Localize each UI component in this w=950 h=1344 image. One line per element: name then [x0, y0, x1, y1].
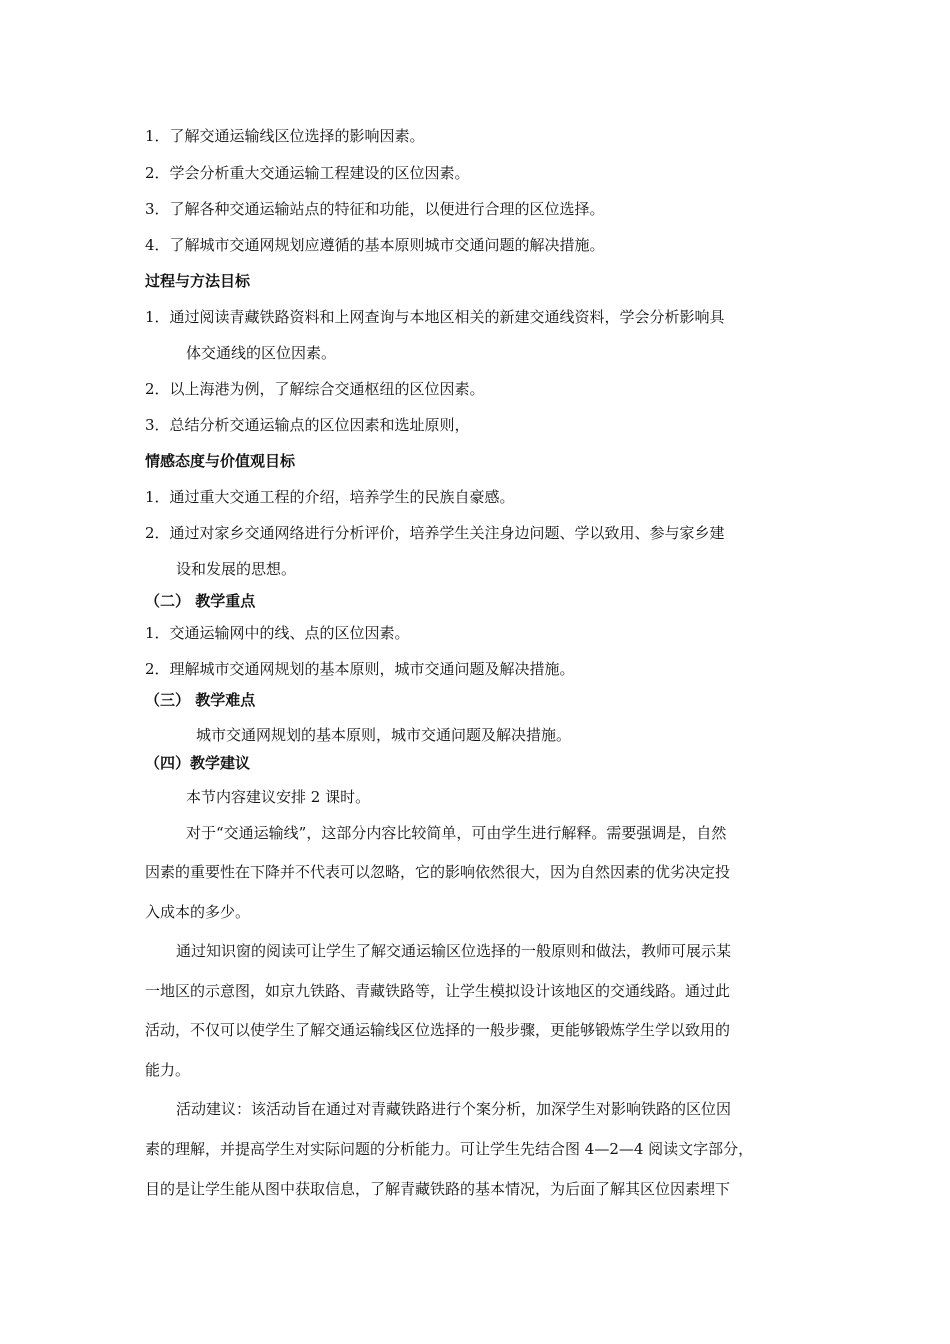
key-points-heading: （二） 教学重点 — [145, 592, 256, 610]
emotion-goal-2: 2．通过对家乡交通网络进行分析评价，培养学生关注身边问题、学以致用、参与家乡建 — [145, 524, 725, 542]
process-goal-1: 1．通过阅读青藏铁路资料和上网查询与本地区相关的新建交通线资料，学会分析影响具 — [145, 308, 725, 326]
para3-line1: 活动建议：该活动旨在通过对青藏铁路进行个案分析，加深学生对影响铁路的区位因 — [176, 1100, 732, 1118]
knowledge-goal-4: 4．了解城市交通网规划应遵循的基本原则城市交通问题的解决措施。 — [145, 236, 605, 254]
suggestions-heading: （四）教学建议 — [145, 754, 251, 772]
para2-line1: 通过知识窗的阅读可让学生了解交通运输区位选择的一般原则和做法，教师可展示某 — [176, 942, 732, 960]
emotion-goal-1: 1．通过重大交通工程的介绍，培养学生的民族自豪感。 — [145, 488, 515, 506]
key-point-2: 2．理解城市交通网规划的基本原则，城市交通问题及解决措施。 — [145, 660, 575, 678]
para2-line3: 活动，不仅可以使学生了解交通运输线区位选择的一般步骤，更能够锻炼学生学以致用的 — [145, 1021, 731, 1039]
difficulties-heading: （三） 教学难点 — [145, 691, 256, 709]
key-point-1: 1．交通运输网中的线、点的区位因素。 — [145, 624, 410, 642]
knowledge-goal-3: 3．了解各种交通运输站点的特征和功能，以便进行合理的区位选择。 — [145, 200, 605, 218]
para2-line2: 一地区的示意图，如京九铁路、青藏铁路等，让学生模拟设计该地区的交通线路。通过此 — [145, 982, 731, 1000]
para1-line1: 对于“交通运输线”，这部分内容比较简单，可由学生进行解释。需要强调是，自然 — [186, 824, 727, 842]
process-goal-2: 2．以上海港为例，了解综合交通枢纽的区位因素。 — [145, 380, 485, 398]
emotion-heading: 情感态度与价值观目标 — [145, 452, 296, 470]
difficulties-text: 城市交通网规划的基本原则，城市交通问题及解决措施。 — [196, 726, 572, 744]
knowledge-goal-2: 2．学会分析重大交通运输工程建设的区位因素。 — [145, 164, 470, 182]
para1-line2: 因素的重要性在下降并不代表可以忽略，它的影响依然很大，因为自然因素的优劣决定投 — [145, 863, 731, 881]
process-heading: 过程与方法目标 — [145, 272, 251, 290]
suggestions-intro: 本节内容建议安排 2 课时。 — [186, 788, 371, 806]
process-goal-1-cont: 体交通线的区位因素。 — [186, 344, 337, 362]
knowledge-goal-1: 1．了解交通运输线区位选择的影响因素。 — [145, 127, 425, 145]
para3-line3: 目的是让学生能从图中获取信息，了解青藏铁路的基本情况，为后面了解其区位因素埋下 — [145, 1180, 731, 1198]
para2-line4: 能力。 — [145, 1061, 191, 1079]
para3-line2: 素的理解，并提高学生对实际问题的分析能力。可让学生先结合图 4—2—4 阅读文字部分， — [145, 1140, 754, 1158]
process-goal-3: 3．总结分析交通运输点的区位因素和选址原则， — [145, 416, 470, 434]
para1-line3: 入成本的多少。 — [145, 903, 251, 921]
emotion-goal-2-cont: 设和发展的思想。 — [176, 560, 297, 578]
